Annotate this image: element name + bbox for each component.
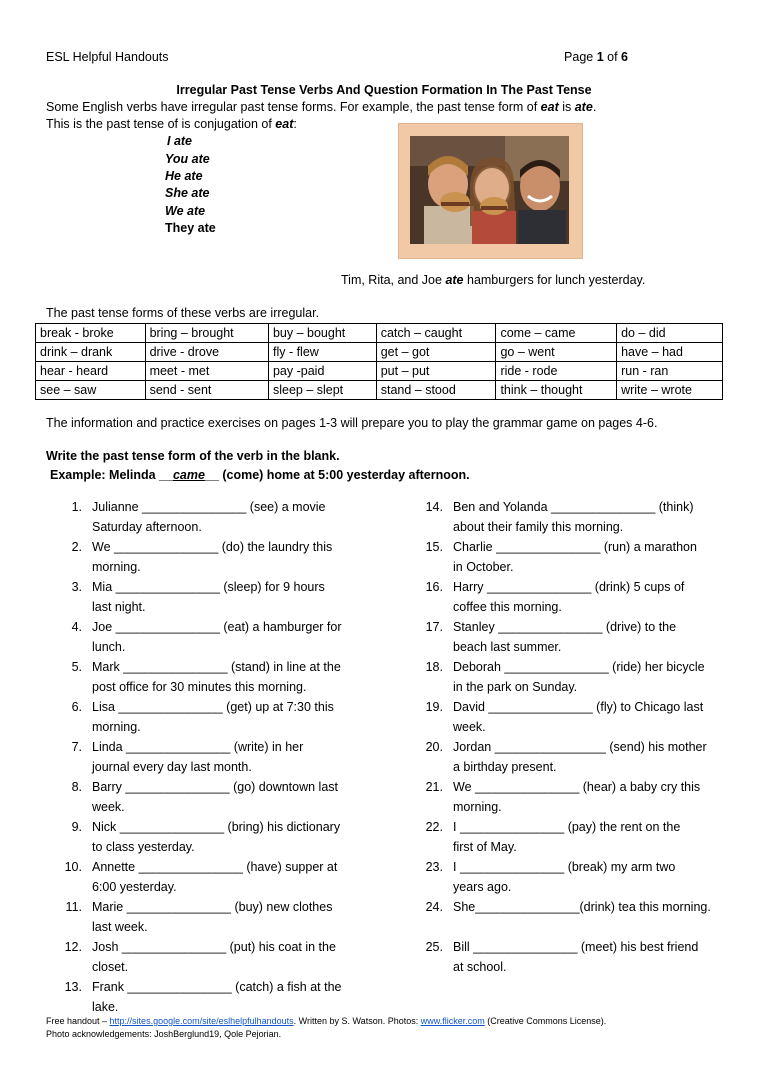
exercise-item (46, 617, 386, 657)
exercise-item (407, 737, 747, 777)
exercise-sentence-continued: first of May. (453, 840, 517, 854)
exercise-item (407, 657, 747, 697)
photo-illustration (410, 136, 569, 244)
exercise-number: 1. (71, 500, 82, 514)
table-cell: see – saw (36, 381, 146, 400)
exercise-sentence-continued: journal every day last month. (92, 760, 252, 774)
exercise-sentence[interactable]: Nick _______________ (bring) his dictionary (92, 820, 341, 834)
table-cell: drink – drank (36, 343, 146, 362)
exercise-number: 22. (425, 820, 443, 834)
exercise-sentence-continued: lake. (92, 1000, 119, 1014)
exercise-item (407, 937, 747, 977)
exercise-item (407, 817, 747, 857)
table-cell: ride - rode (496, 362, 617, 381)
exercise-number: 10. (64, 860, 82, 874)
exercise-item (407, 497, 747, 537)
footer-link-sites[interactable]: http://sites.google.com/site/eslhelpfulhandouts (109, 1016, 294, 1026)
exercise-sentence[interactable]: Mark _______________ (stand) in line at the (92, 660, 341, 674)
exercise-item (46, 697, 386, 737)
photo-frame (398, 123, 583, 259)
exercise-sentence[interactable]: Julianne _______________ (see) a movie (92, 500, 326, 514)
exercise-sentence-continued: coffee this morning. (453, 600, 562, 614)
exercise-number: 12. (64, 940, 82, 954)
info-text: The information and practice exercises on pages 1-3 will prepare you to play the grammar game on pages 4-6. (46, 416, 658, 430)
table-intro: The past tense forms of these verbs are irregular. (46, 306, 320, 320)
table-cell: catch – caught (376, 324, 496, 343)
exercise-sentence[interactable]: Jordan ________________ (send) his mother (453, 740, 707, 754)
exercise-sentence[interactable]: We _______________ (do) the laundry this (92, 540, 333, 554)
exercise-sentence[interactable]: Mia _______________ (sleep) for 9 hours (92, 580, 325, 594)
document-title: Irregular Past Tense Verbs And Question Formation In The Past Tense (176, 83, 592, 97)
exercise-sentence[interactable]: Annette _______________ (have) supper at (92, 860, 338, 874)
exercise-item (407, 897, 747, 937)
exercise-sentence-continued: morning. (92, 560, 141, 574)
exercise-sentence-continued: to class yesterday. (92, 840, 195, 854)
table-row (36, 381, 723, 400)
table-cell: think – thought (496, 381, 617, 400)
exercise-number: 8. (71, 780, 82, 794)
exercise-item (407, 857, 747, 897)
exercise-item (407, 777, 747, 817)
exercise-item (46, 857, 386, 897)
exercise-number: 18. (425, 660, 443, 674)
table-cell: break - broke (36, 324, 146, 343)
photo-caption: Tim, Rita, and Joe ate hamburgers for lunch yesterday. (341, 273, 646, 287)
exercise-sentence-continued: week. (92, 800, 125, 814)
table-cell: put – put (376, 362, 496, 381)
exercise-item (46, 657, 386, 697)
conjugation-item: They ate (165, 221, 216, 235)
exercise-sentence[interactable]: Charlie _______________ (run) a marathon (453, 540, 697, 554)
exercise-sentence-continued: 6:00 yesterday. (92, 880, 177, 894)
exercise-sentence-continued: morning. (92, 720, 141, 734)
exercise-number: 15. (425, 540, 443, 554)
exercise-instruction: Write the past tense form of the verb in the blank. (46, 449, 340, 463)
table-cell: bring – brought (145, 324, 268, 343)
table-cell: come – came (496, 324, 617, 343)
exercise-number: 16. (425, 580, 443, 594)
exercise-item (46, 817, 386, 857)
exercise-sentence-continued: lunch. (92, 640, 126, 654)
exercise-sentence-continued: Saturday afternoon. (92, 520, 202, 534)
page-indicator: Page 1 of 6 (564, 50, 628, 64)
exercise-sentence[interactable]: We _______________ (hear) a baby cry this (453, 780, 701, 794)
exercise-item (407, 577, 747, 617)
conjugation-item: You ate (165, 152, 210, 166)
exercise-number: 17. (425, 620, 443, 634)
exercise-item (46, 977, 386, 1017)
exercise-sentence[interactable]: Marie _______________ (buy) new clothes (92, 900, 333, 914)
exercise-item (407, 617, 747, 657)
exercise-number: 9. (71, 820, 82, 834)
exercise-sentence-continued: last week. (92, 920, 148, 934)
exercise-number: 6. (71, 700, 82, 714)
table-row (36, 362, 723, 381)
footer-line-1: Free handout – http://sites.google.com/site/eslhelpfulhandouts. Written by S. Watson. Photos: www.flicker.com (Creative Commons License). (46, 1016, 607, 1026)
exercise-item (46, 897, 386, 937)
exercise-sentence-continued: morning. (453, 800, 502, 814)
exercise-sentence[interactable]: Frank _______________ (catch) a fish at the (92, 980, 342, 994)
exercise-sentence-continued: post office for 30 minutes this morning. (92, 680, 307, 694)
header-title: ESL Helpful Handouts (46, 50, 169, 64)
conjugation-item: We ate (165, 204, 206, 218)
exercise-sentence[interactable]: Bill _______________ (meet) his best friend (453, 940, 699, 954)
table-cell: sleep – slept (268, 381, 376, 400)
table-cell: send - sent (145, 381, 268, 400)
exercise-sentence[interactable]: Joe _______________ (eat) a hamburger for (92, 620, 342, 634)
exercise-sentence-continued: a birthday present. (453, 760, 557, 774)
exercise-sentence[interactable]: Ben and Yolanda _______________ (think) (453, 500, 694, 514)
exercise-sentence-continued: in October. (453, 560, 514, 574)
table-cell: get – got (376, 343, 496, 362)
exercise-sentence-continued: at school. (453, 960, 507, 974)
exercise-item (46, 737, 386, 777)
exercise-item (407, 537, 747, 577)
exercise-number: 3. (71, 580, 82, 594)
table-cell: have – had (617, 343, 723, 362)
table-cell: drive - drove (145, 343, 268, 362)
exercise-number: 5. (71, 660, 82, 674)
exercise-sentence-continued: closet. (92, 960, 129, 974)
exercise-number: 19. (425, 700, 443, 714)
exercise-number: 11. (65, 900, 82, 914)
exercise-sentence[interactable]: Lisa _______________ (get) up at 7:30 this (92, 700, 334, 714)
exercise-item (46, 537, 386, 577)
table-row (36, 343, 723, 362)
exercise-sentence-continued: in the park on Sunday. (453, 680, 578, 694)
exercise-number: 23. (425, 860, 443, 874)
footer-line-2: Photo acknowledgements: JoshBerglund19, Qole Pejorian. (46, 1029, 282, 1039)
exercise-number: 4. (71, 620, 82, 634)
exercise-number: 21. (425, 780, 443, 794)
exercise-number: 24. (425, 900, 443, 914)
conjugation-item: I ate (167, 134, 193, 148)
table-cell: buy – bought (268, 324, 376, 343)
exercise-sentence[interactable]: Deborah _______________ (ride) her bicycle (453, 660, 705, 674)
table-cell: pay -paid (268, 362, 376, 381)
exercise-sentence-continued: years ago. (453, 880, 512, 894)
irregular-verbs-table (35, 323, 723, 400)
exercise-sentence[interactable]: Linda _______________ (write) in her (92, 740, 304, 754)
exercise-item (46, 777, 386, 817)
exercise-sentence[interactable]: Barry _______________ (go) downtown last (92, 780, 339, 794)
exercise-sentence-continued: about their family this morning. (453, 520, 624, 534)
table-cell: do – did (617, 324, 723, 343)
exercise-item (46, 577, 386, 617)
photo-people-eating-hamburgers (410, 136, 569, 244)
exercise-number: 25. (425, 940, 443, 954)
exercise-sentence-continued: last night. (92, 600, 146, 614)
table-cell: fly - flew (268, 343, 376, 362)
table-cell: run - ran (617, 362, 723, 381)
exercise-number: 2. (71, 540, 82, 554)
exercise-sentence-continued: beach last summer. (453, 640, 562, 654)
exercise-number: 13. (64, 980, 82, 994)
conjugation-item: He ate (165, 169, 203, 183)
exercise-item (46, 937, 386, 977)
exercise-sentence[interactable]: She_______________(drink) tea this morning. (453, 900, 711, 914)
intro-line-2: This is the past tense of is conjugation of eat: (46, 117, 297, 131)
footer-link-flicker[interactable]: www.flicker.com (420, 1016, 485, 1026)
exercise-number: 14. (425, 500, 443, 514)
table-cell: stand – stood (376, 381, 496, 400)
exercise-item (407, 697, 747, 737)
exercise-number: 7. (71, 740, 82, 754)
exercise-sentence[interactable]: I _______________ (break) my arm two (453, 860, 676, 874)
exercise-sentence[interactable]: David _______________ (fly) to Chicago last (453, 700, 704, 714)
exercise-sentence[interactable]: Stanley _______________ (drive) to the (453, 620, 677, 634)
table-cell: meet - met (145, 362, 268, 381)
intro-line-1: Some English verbs have irregular past tense forms. For example, the past tense form of eat is ate. (46, 100, 597, 114)
table-cell: go – went (496, 343, 617, 362)
table-cell: hear - heard (36, 362, 146, 381)
exercise-sentence[interactable]: Josh _______________ (put) his coat in the (92, 940, 336, 954)
exercise-sentence[interactable]: Harry _______________ (drink) 5 cups of (453, 580, 685, 594)
table-row (36, 324, 723, 343)
exercise-sentence-continued: week. (453, 720, 486, 734)
exercise-number: 20. (425, 740, 443, 754)
exercise-example: Example: Melinda __came__ (come) home at 5:00 yesterday afternoon. (50, 468, 470, 482)
exercise-sentence[interactable]: I _______________ (pay) the rent on the (453, 820, 681, 834)
table-cell: write – wrote (617, 381, 723, 400)
exercise-item (46, 497, 386, 537)
conjugation-item: She ate (165, 186, 210, 200)
